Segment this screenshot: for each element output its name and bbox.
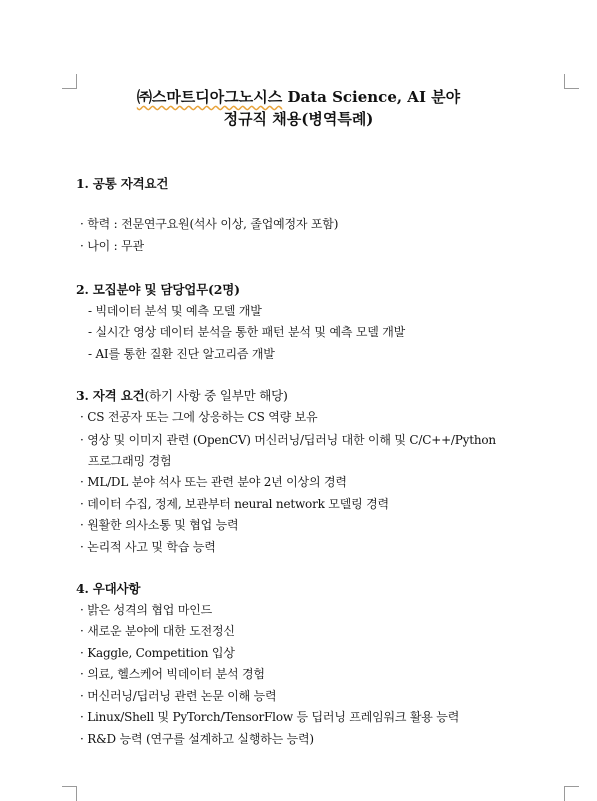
- title-field: Data Science, AI 분야: [282, 88, 461, 106]
- document-subtitle: 정규직 채용(병역특례): [223, 110, 374, 128]
- list-item: · 논리적 사고 및 학습 능력: [80, 540, 216, 554]
- list-item: · 의료, 헬스케어 빅데이터 분석 경험: [80, 667, 265, 681]
- list-item: - 빅데이터 분석 및 예측 모델 개발: [88, 304, 262, 318]
- section-heading-text: 3. 자격 요건: [76, 388, 145, 403]
- list-item: - AI를 통한 질환 진단 알고리즘 개발: [88, 347, 275, 361]
- list-item: · 머신러닝/딥러닝 관련 논문 이해 능력: [80, 689, 277, 703]
- list-item: · R&D 능력 (연구를 설계하고 실행하는 능력): [80, 732, 314, 746]
- section-heading-note: (하기 사항 중 일부만 해당): [144, 388, 288, 403]
- list-item: · 학력 : 전문연구요원(석사 이상, 졸업예정자 포함): [80, 217, 339, 231]
- page-corner-mark-bottom-right: [564, 786, 579, 801]
- list-item: · 새로운 분야에 대한 도전정신: [80, 624, 235, 638]
- document-title: [0, 86, 597, 107]
- list-item: · 원활한 의사소통 및 협업 능력: [80, 518, 239, 532]
- list-item: · Kaggle, Competition 입상: [80, 646, 235, 660]
- list-item: - 실시간 영상 데이터 분석을 통한 패턴 분석 및 예측 모델 개발: [88, 325, 406, 339]
- company-name: ㈜스마트디아그노시스: [136, 88, 283, 106]
- list-item: · 데이터 수집, 정제, 보관부터 neural network 모델링 경력: [80, 497, 389, 511]
- section-heading-positions: 2. 모집분야 및 담당업무(2명): [76, 282, 240, 297]
- list-item: · ML/DL 분야 석사 또는 관련 분야 2년 이상의 경력: [80, 475, 347, 489]
- section-heading-common-requirements: 1. 공통 자격요건: [76, 176, 169, 191]
- list-item-continuation: 프로그래밍 경험: [88, 454, 172, 468]
- section-heading-qualifications: [76, 386, 288, 404]
- section-heading-preferred: 4. 우대사항: [76, 581, 141, 596]
- list-item: · 밝은 성격의 협업 마인드: [80, 603, 212, 617]
- list-item: · 나이 : 무관: [80, 239, 144, 253]
- page-corner-mark-bottom-left: [62, 786, 77, 801]
- list-item: · CS 전공자 또는 그에 상응하는 CS 역량 보유: [80, 410, 318, 424]
- list-item: · 영상 및 이미지 관련 (OpenCV) 머신러닝/딥러닝 대한 이해 및 C/C++/Python: [80, 433, 496, 447]
- list-item: · Linux/Shell 및 PyTorch/TensorFlow 등 딥러닝 프레임워크 활용 능력: [80, 710, 460, 724]
